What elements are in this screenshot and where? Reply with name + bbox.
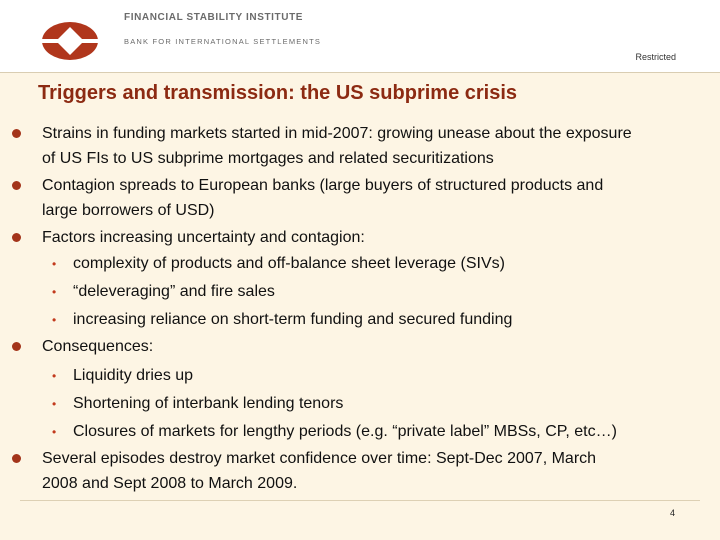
bullet-item (42, 225, 712, 250)
bullet-text-line: large borrowers of USD) (42, 202, 215, 219)
bullet-text-line: Consequences: (42, 338, 154, 355)
sub-bullet-text: complexity of products and off-balance sheet leverage (SIVs) (73, 255, 505, 272)
bullet-text-line: Contagion spreads to European banks (large buyers of structured products and (42, 177, 604, 194)
sub-bullet-text: “deleveraging” and fire sales (73, 283, 275, 300)
slide-header (0, 0, 720, 72)
sub-bullet-item (52, 422, 713, 442)
bullet-text-line: Several episodes destroy market confidence over time: Sept-Dec 2007, March (42, 450, 597, 467)
bullet-dot-icon (12, 454, 21, 463)
sub-bullet-dot-icon: • (52, 369, 57, 383)
sub-bullet-dot-icon: • (52, 425, 57, 439)
bullet-dot-icon (12, 181, 21, 190)
sub-bullet-dot-icon: • (52, 257, 57, 271)
bullet-item (42, 121, 712, 171)
sub-bullet-dot-icon: • (52, 313, 57, 327)
sub-bullet-text: Shortening of interbank lending tenors (73, 395, 344, 412)
bis-logo-icon (38, 16, 102, 66)
slide-content (0, 73, 720, 496)
bullet-item (42, 173, 712, 223)
sub-bullet-dot-icon: • (52, 397, 57, 411)
sub-bullet-text: Closures of markets for lengthy periods (e.g. “private label” MBSs, CP, etc…) (73, 423, 617, 440)
footer-divider (20, 500, 700, 501)
bullet-dot-icon (12, 129, 21, 138)
bullet-dot-icon (12, 342, 21, 351)
bullet-text-line: 2008 and Sept 2008 to March 2009. (42, 475, 298, 492)
sub-bullet-text: Liquidity dries up (73, 367, 194, 384)
slide-title: Triggers and transmission: the US subprime crisis (38, 82, 518, 104)
classification-label: Restricted (635, 52, 676, 62)
bullet-item (42, 334, 712, 359)
sub-bullet-item (52, 366, 713, 386)
slide-footer (0, 496, 720, 540)
sub-bullet-item (52, 254, 713, 274)
page-number: 4 (670, 508, 676, 518)
institute-name: FINANCIAL STABILITY INSTITUTE (124, 12, 304, 23)
bullet-text-line: Factors increasing uncertainty and contagion: (42, 229, 365, 246)
sub-bullet-item (52, 282, 713, 302)
bullet-dot-icon (12, 233, 21, 242)
sub-bullet-dot-icon: • (52, 285, 57, 299)
bullet-item (42, 446, 712, 496)
bullet-text-line: Strains in funding markets started in mid-2007: growing unease about the exposure (42, 125, 632, 142)
sub-bullet-text: increasing reliance on short-term funding and secured funding (73, 311, 513, 328)
sub-bullet-item (52, 394, 713, 414)
bullet-text-line: of US FIs to US subprime mortgages and related securitizations (42, 150, 494, 167)
sub-bullet-item (52, 310, 713, 330)
bank-name: BANK FOR INTERNATIONAL SETTLEMENTS (124, 37, 322, 46)
